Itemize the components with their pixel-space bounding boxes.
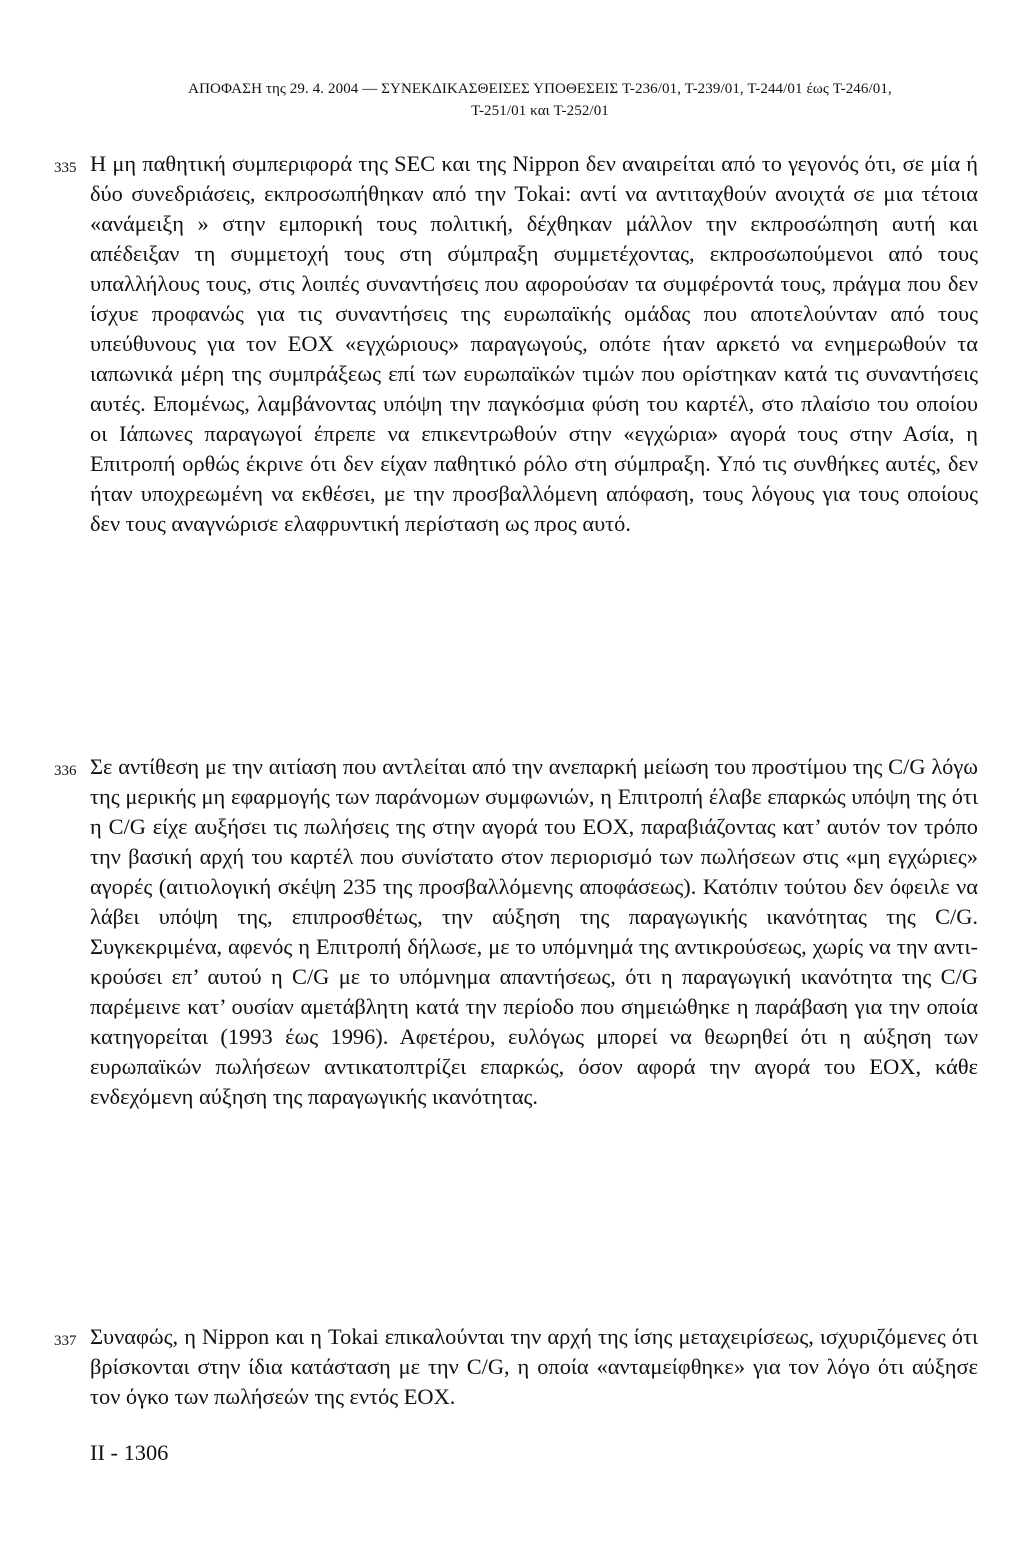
header-line-1: ΑΠΟΦΑΣΗ της 29. 4. 2004 — ΣΥΝΕΚΔΙΚΑΣΘΕΙΣΕΣ ΥΠΟΘΕΣΕΙΣ T-236/01, T-239/01, T-244/01 έως T-246/01, [188, 81, 892, 97]
paragraph-number-336: 336 [54, 763, 77, 779]
paragraph-335: Η μη παθητική συμπεριφορά της SEC και της Nippon δεν αναιρείται από το γεγονός ότι, σε μία ή δύο συνεδριάσεις, εκπροσωπήθηκαν από την Tokai: αντί να αντιταχθούν ανοιχτά σε μια τέτοια «ανάμειξη » στην εμπορική τους πολιτική, δέχθηκαν μάλλον την εκπροσώπηση αυτή και απέδειξαν τη συμμετοχή τους στη σύμπραξη συμμετέχοντας, εκπροσωπούμενοι από τους υπαλλήλους τους, στις λοιπές συναντήσεις που αφορούσαν τα συμφέροντά τους, πράγμα που δεν ίσχυε προφανώς για τις συναντήσεις της ευρωπαϊκής ομάδας που αποτελούνταν από τους υπεύθυνους για τον ΕΟΧ «εγχώριους» παραγωγούς, οπότε ήταν αρκετό να ενημερωθούν τα ιαπωνικά μέρη της συμπράξεως επί των ευρωπαϊκών τιμών που ορίστηκαν κατά τις συναντήσεις αυτές. Επομένως, λαμβάνοντας υπόψη την παγκόσμια φύση του καρτέλ, στο πλαίσιο του οποίου οι Ιάπωνες παραγωγοί έπρεπε να επικεντρωθούν στην «εγχώρια» αγορά τους στην Ασία, η Επιτροπή ορθώς έκρινε ότι δεν είχαν παθητικό ρόλο στη σύμπραξη. Υπό τις συνθήκες αυτές, δεν ήταν υποχρεωμένη να εκθέσει, με την προσβαλλόμενη απόφαση, τους λόγους για τους οποίους δεν τους αναγνώρισε ελαφρυντική περίσταση ως προς αυτό. [90, 151, 978, 536]
page-number: II - 1306 [90, 1440, 169, 1465]
paragraph-number-337: 337 [54, 1333, 77, 1349]
header-line-2: T-251/01 και T-252/01 [471, 103, 609, 119]
page-header [100, 78, 980, 122]
paragraph-336: Σε αντίθεση με την αιτίαση που αντλείται από την ανεπαρκή μείωση του προστίμου της C/G λόγω της μερικής μη εφαρμογής των παράνομων συμφωνιών, η Επιτροπή έλαβε επαρκώς υπόψη της ότι η C/G είχε αυξήσει τις πωλήσεις της στην αγορά του ΕΟΧ, παραβιάζοντας κατ’ αυτόν τον τρόπο την βασική αρχή του καρτέλ που συνίστατο στον περιορισμό των πωλήσεων στις «μη εγχώριες» αγορές (αιτιολογική σκέψη 235 της προσβαλλόμενης αποφάσεως). Κατόπιν τούτου δεν όφειλε να λάβει υπόψη της, επιπροσθέτως, την αύξηση της παραγωγικής ικανότητας της C/G. Συγκεκριμένα, αφενός η Επιτροπή δήλωσε, με το υπόμνημά της αντικρούσεως, χωρίς να την αντικρούσει επ’ αυτού η C/G με το υπόμνημα απαντήσεως, ότι η παραγωγική ικανότητα της C/G παρέμεινε κατ’ ουσίαν αμετάβλητη κατά την περίοδο που σημειώθηκε η παράβαση για την οποία κατηγορείται (1993 έως 1996). Αφετέρου, ευλόγως μπορεί να θεωρηθεί ότι η αύξηση των ευρωπαϊκών πωλήσεων αντικατοπτρίζει επαρκώς, όσον αφορά την αγορά του ΕΟΧ, κάθε ενδεχόμενη αύξηση της παραγωγικής ικανότητας. [90, 754, 978, 1109]
paragraph-337: Συναφώς, η Nippon και η Tokai επικαλούνται την αρχή της ίσης μεταχειρίσεως, ισχυριζόμενες ότι βρίσκονται στην ίδια κατάσταση με την C/G, η οποία «ανταμείφθηκε» για τον λόγο ότι αύξησε τον όγκο των πωλήσεών της εντός ΕΟΧ. [90, 1324, 978, 1409]
paragraph-number-335: 335 [54, 160, 77, 176]
